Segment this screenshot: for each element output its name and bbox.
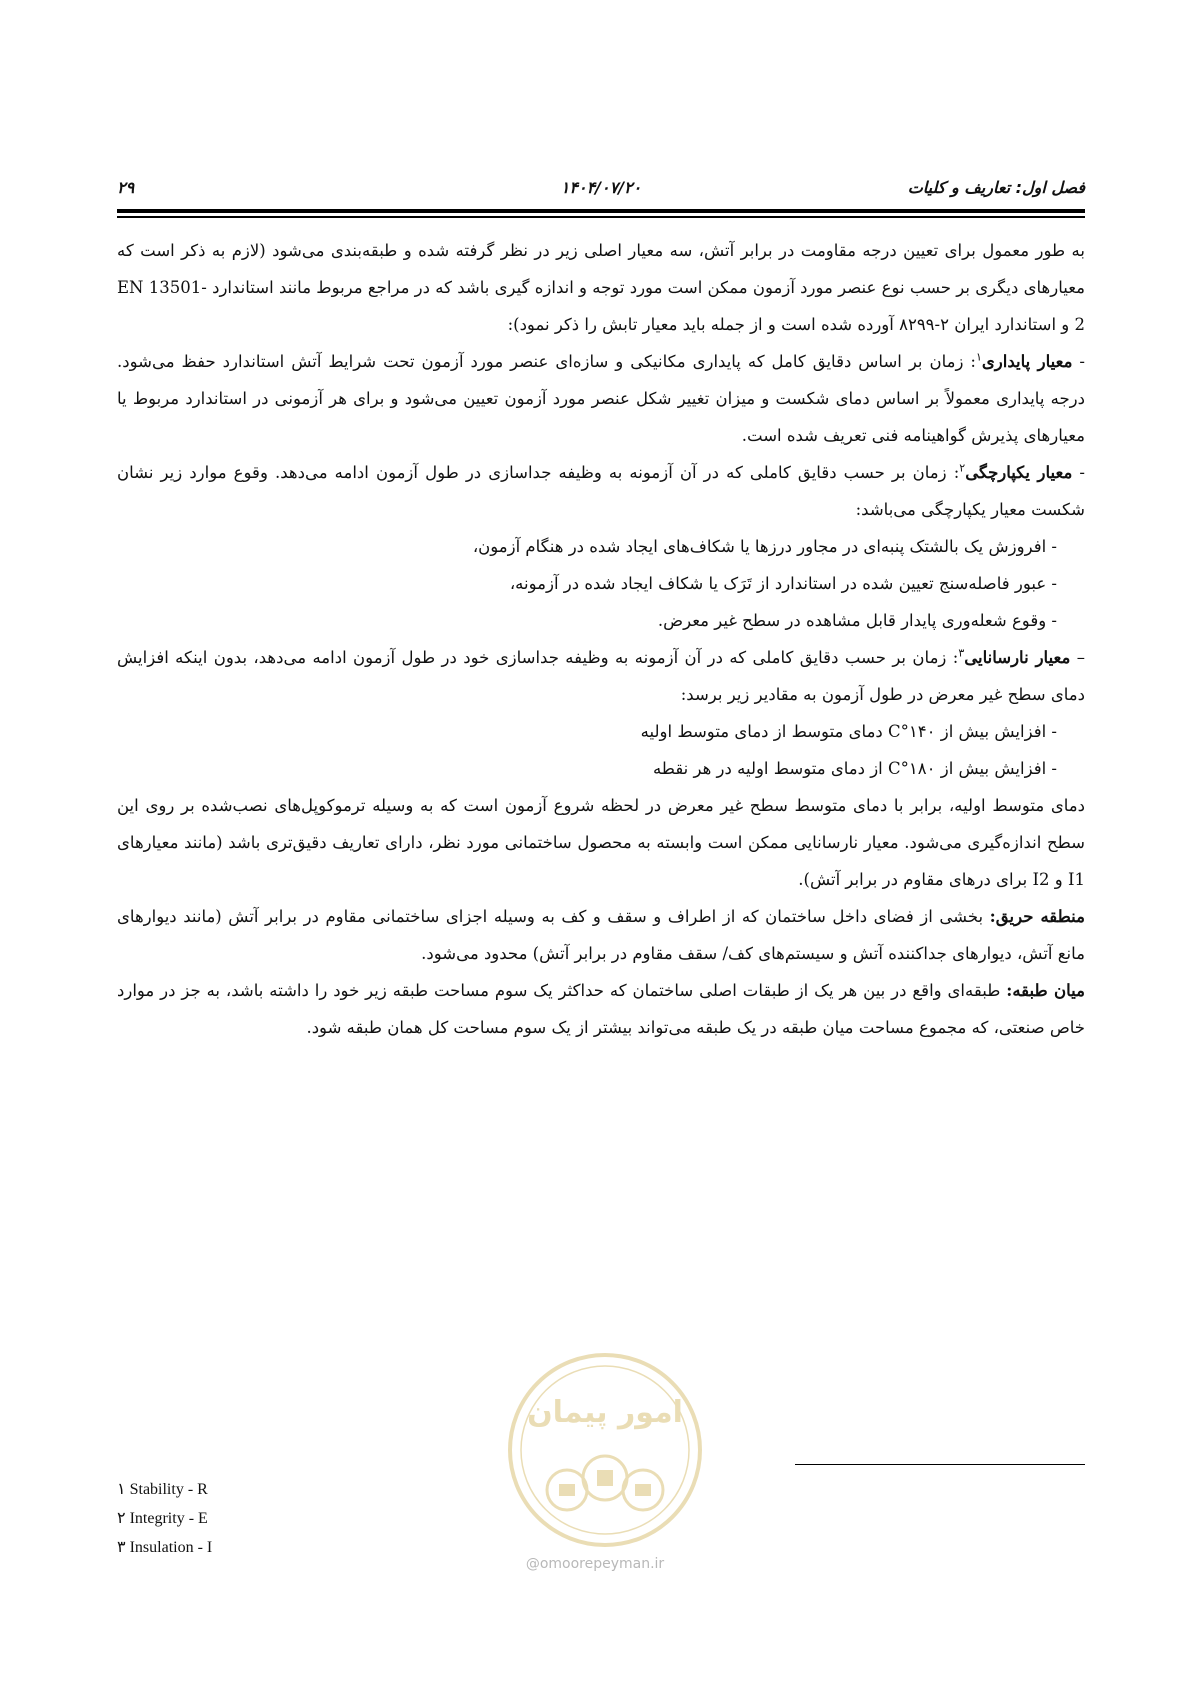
- stability-term: معیار پایداری: [981, 352, 1073, 371]
- integrity-paragraph: [117, 454, 1085, 528]
- header-date: ۱۴۰۴/۰۷/۲۰: [560, 178, 642, 197]
- list-item: - افروزش یک بالشتک پنبه‌ای در مجاور درزها یا شکاف‌های ایجاد شده در هنگام آزمون،: [472, 537, 1057, 556]
- footnote-rule: [795, 1464, 1085, 1465]
- footnote-ref-1: ۱: [975, 350, 982, 364]
- footnote-1: ۱ Stability - R: [117, 1481, 208, 1498]
- footnote-2: ۲ Integrity - E: [117, 1510, 208, 1527]
- list-item: - وقوع شعله‌وری پایدار قابل مشاهده در سطح غیر معرض.: [657, 611, 1057, 630]
- footnotes: [117, 1475, 417, 1562]
- page-body: [117, 232, 1085, 1046]
- stability-paragraph: [117, 343, 1085, 454]
- header-rule-thin: [117, 216, 1085, 218]
- insulation-paragraph: [117, 639, 1085, 713]
- intro-paragraph: به طور معمول برای تعیین درجه مقاومت در برابر آتش، سه معیار اصلی زیر در نظر گرفته شده و طبقه‌بندی می‌شود (لازم به ذکر است که معیارهای دیگری بر حسب نوع عنصر مورد آزمون ممکن است مورد توجه و اندازه گیری باشد که در مراجع مربوط مانند استاندارد EN 13501-2 و استاندارد ایران ۲-۸۲۹۹ آورده شده است و از جمله باید معیار تابش را ذکر نمود):: [117, 241, 1085, 334]
- page-header: [117, 178, 1085, 208]
- mezzanine-term: میان طبقه:: [1006, 981, 1085, 1000]
- watermark-logo-icon: [475, 1340, 735, 1580]
- mezzanine-paragraph: [117, 972, 1085, 1046]
- page-number: ۲۹: [117, 178, 135, 197]
- footnote-ref-3: ۳: [958, 646, 965, 660]
- stability-text: : زمان بر اساس دقایق کامل که پایداری مکانیکی و سازه‌ای عنصر مورد آزمون تحت شرایط آتش استاندارد حفظ می‌شود. درجه پایداری معمولاً بر اساس دمای شکست و میزان تغییر شکل عنصر مورد آزمون تعیین می‌شود و برای هر آزمونی در استاندارد مربوط یا معیارهای پذیرش گواهینامه فنی تعریف شده است.: [117, 352, 1085, 445]
- list-item: - افزایش بیش از ۱۸۰°C از دمای متوسط اولیه در هر نقطه: [652, 759, 1057, 778]
- footnote-ref-2: ۲: [959, 461, 966, 475]
- fire-zone-text: بخشی از فضای داخل ساختمان که از اطراف و سقف و کف به وسیله اجزای ساختمانی مقاوم در برابر آتش (مانند دیوارهای مانع آتش، دیوارهای جداکننده آتش و سیستم‌های کف/ سقف مقاوم در برابر آتش) محدود می‌شود.: [117, 907, 1085, 963]
- fire-zone-paragraph: [117, 898, 1085, 972]
- chapter-title: فصل اول: تعاریف و کلیات: [907, 178, 1085, 197]
- list-item: - افزایش بیش از ۱۴۰°C دمای متوسط از دمای متوسط اولیه: [640, 722, 1057, 741]
- dash: -: [1072, 352, 1085, 371]
- header-rule-thick: [117, 209, 1085, 213]
- watermark-logo-text: امور پیمان: [527, 1395, 683, 1430]
- insulation-after-paragraph: دمای متوسط اولیه، برابر با دمای متوسط سطح غیر معرض در لحظه شروع آزمون است که به وسیله ترموکوپل‌های نصب‌شده بر روی این سطح اندازه‌گیری می‌شود. معیار نارسانایی ممکن است وابسته به محصول ساختمانی مورد نظر، دارای تعاریف دقیق‌تری باشد (مانند معیارهای I1 و I2 برای درهای مقاوم در برابر آتش).: [117, 796, 1085, 889]
- insulation-text: : زمان بر حسب دقایق کاملی که در آن آزمونه به وظیفه جداسازی خود در طول آزمون ادامه می‌دهد، بدون اینکه افزایش دمای سطح غیر معرض در طول آزمون به مقادیر زیر برسد:: [117, 648, 1085, 704]
- insulation-term: معیار نارسانایی: [964, 648, 1071, 667]
- list-item: - عبور فاصله‌سنج تعیین شده در استاندارد از تَرَک یا شکاف ایجاد شده در آزمونه،: [509, 574, 1057, 593]
- watermark-site: @omoorepeyman.ir: [525, 1556, 665, 1572]
- mezzanine-text: طبقه‌ای واقع در بین هر یک از طبقات اصلی ساختمان که حداکثر یک سوم مساحت طبقه زیر خود را داشته باشد، به جز در موارد خاص صنعتی، که مجموع مساحت میان طبقه در یک طبقه می‌تواند بیشتر از یک سوم مساحت کل همان طبقه شود.: [117, 981, 1085, 1037]
- dash: -: [1072, 463, 1086, 482]
- integrity-text: : زمان بر حسب دقایق کاملی که در آن آزمونه به وظیفه جداسازی در طول آزمون ادامه می‌دهد. وقوع موارد زیر نشان شکست معیار یکپارچگی می‌باشد:: [117, 463, 1085, 519]
- dash: –: [1070, 648, 1085, 667]
- fire-zone-term: منطقه حریق:: [989, 907, 1085, 926]
- integrity-term: معیار یکپارچگی: [965, 463, 1073, 482]
- footnote-3: ۳ Insulation - I: [117, 1539, 213, 1556]
